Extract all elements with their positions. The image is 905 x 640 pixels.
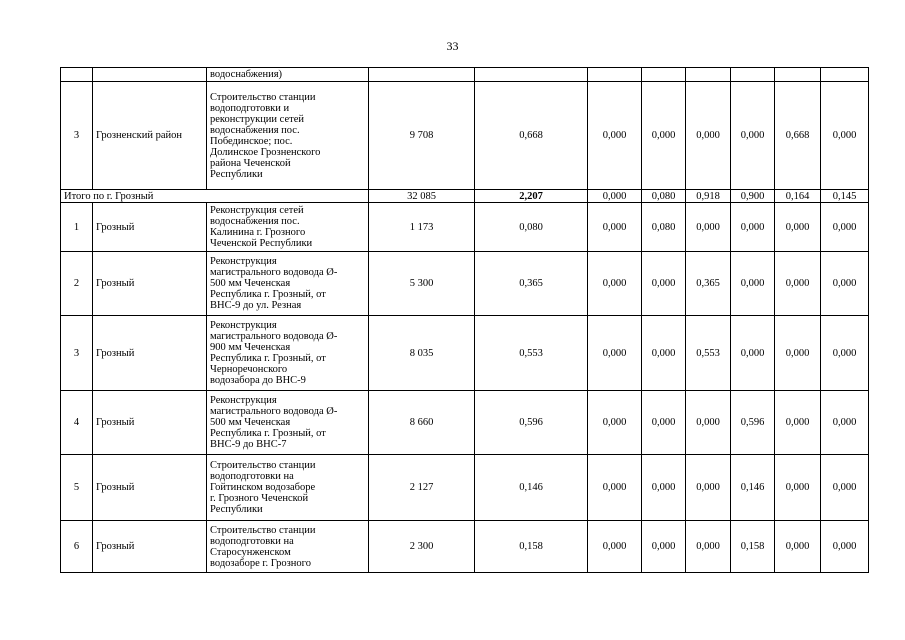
district-cell: Грозный [93, 252, 207, 316]
value-cell: 0,000 [731, 252, 775, 316]
total-value-cell: 0,080 [642, 190, 686, 203]
district-cell: Грозный [93, 521, 207, 573]
value-cell: 0,000 [731, 203, 775, 252]
value-cell: 2 300 [369, 521, 475, 573]
value-cell: 0,000 [775, 252, 821, 316]
table-row [61, 455, 869, 521]
value-cell: 0,000 [731, 316, 775, 391]
district-cell: Грозный [93, 455, 207, 521]
value-cell: 0,000 [686, 521, 731, 573]
table-row [61, 391, 869, 455]
value-cell: 0,000 [642, 455, 686, 521]
total-value-cell: 2,207 [475, 190, 588, 203]
value-cell: 0,553 [686, 316, 731, 391]
value-cell: 0,000 [686, 391, 731, 455]
row-number: 5 [61, 455, 93, 521]
value-cell: 0,000 [642, 82, 686, 190]
value-cell: 0,000 [686, 203, 731, 252]
page-number: 33 [446, 39, 459, 53]
row-number: 4 [61, 391, 93, 455]
total-value-cell: 0,900 [731, 190, 775, 203]
table-row [61, 82, 869, 190]
value-cell: 0,000 [821, 391, 869, 455]
value-cell: 0,000 [588, 455, 642, 521]
table-row [61, 316, 869, 391]
value-cell: 0,000 [642, 252, 686, 316]
value-cell: 0,080 [642, 203, 686, 252]
row-number: 3 [61, 316, 93, 391]
value-cell: 0,000 [642, 391, 686, 455]
table-row [61, 203, 869, 252]
value-cell: 5 300 [369, 252, 475, 316]
value-cell: 2 127 [369, 455, 475, 521]
total-value-cell: 0,918 [686, 190, 731, 203]
row-number: 3 [61, 82, 93, 190]
value-cell: 0,000 [588, 316, 642, 391]
value-cell: 0,000 [821, 252, 869, 316]
value-cell: 0,146 [475, 455, 588, 521]
value-cell: 0,000 [731, 82, 775, 190]
value-cell: 0,000 [821, 316, 869, 391]
value-cell: 0,000 [686, 82, 731, 190]
total-label: Итого по г. Грозный [61, 190, 369, 203]
value-cell: 0,000 [588, 252, 642, 316]
value-cell: 0,146 [731, 455, 775, 521]
value-cell: 0,596 [731, 391, 775, 455]
project-name-cell: Реконструкция магистрального водовода Ø- 500 мм Чеченская Республика г. Грозный, от ВНС-9 до ул. Резная [207, 252, 369, 316]
row-number: 1 [61, 203, 93, 252]
value-cell: 0,158 [475, 521, 588, 573]
value-cell: 1 173 [369, 203, 475, 252]
value-cell: 0,080 [475, 203, 588, 252]
value-cell: 0,668 [775, 82, 821, 190]
project-name-cell: Реконструкция магистрального водовода Ø- 900 мм Чеченская Республика г. Грозный, от Черноречонского водозабора до ВНС-9 [207, 316, 369, 391]
value-cell: 0,000 [821, 455, 869, 521]
investment-table [60, 67, 869, 573]
value-cell: 0,000 [642, 521, 686, 573]
value-cell: 0,000 [588, 521, 642, 573]
project-name-cell: Строительство станции водоподготовки на Гойтинском водозаборе г. Грозного Чеченской Республики [207, 455, 369, 521]
project-name-cell: Строительство станции водоподготовки и реконструкции сетей водоснабжения пос. Побединское; пос. Долинское Грозненского района Чеченской Республики [207, 82, 369, 190]
district-cell: Грозный [93, 391, 207, 455]
value-cell: 0,553 [475, 316, 588, 391]
total-value-cell: 0,164 [775, 190, 821, 203]
total-value-cell: 0,000 [588, 190, 642, 203]
value-cell: 0,365 [686, 252, 731, 316]
value-cell: 0,000 [821, 203, 869, 252]
value-cell: 0,668 [475, 82, 588, 190]
value-cell: 9 708 [369, 82, 475, 190]
district-cell: Грозный [93, 203, 207, 252]
total-row [61, 190, 869, 203]
value-cell: 0,000 [775, 391, 821, 455]
value-cell: 0,000 [775, 455, 821, 521]
district-cell: Грозненский район [93, 82, 207, 190]
value-cell: 0,000 [588, 203, 642, 252]
continuation-text: водоснабжения) [207, 68, 369, 82]
value-cell: 8 660 [369, 391, 475, 455]
continuation-row [61, 68, 869, 82]
project-name-cell: Строительство станции водоподготовки на Старосунженском водозаборе г. Грозного [207, 521, 369, 573]
value-cell: 0,365 [475, 252, 588, 316]
value-cell: 0,158 [731, 521, 775, 573]
table-row [61, 252, 869, 316]
table-body [61, 68, 869, 573]
value-cell: 0,000 [775, 203, 821, 252]
value-cell: 8 035 [369, 316, 475, 391]
total-value-cell: 32 085 [369, 190, 475, 203]
value-cell: 0,000 [775, 521, 821, 573]
value-cell: 0,000 [821, 82, 869, 190]
district-cell: Грозный [93, 316, 207, 391]
value-cell: 0,596 [475, 391, 588, 455]
total-value-cell: 0,145 [821, 190, 869, 203]
value-cell: 0,000 [821, 521, 869, 573]
value-cell: 0,000 [686, 455, 731, 521]
row-number: 6 [61, 521, 93, 573]
table-row [61, 521, 869, 573]
project-name-cell: Реконструкция магистрального водовода Ø- 500 мм Чеченская Республика г. Грозный, от ВНС-9 до ВНС-7 [207, 391, 369, 455]
project-name-cell: Реконструкция сетей водоснабжения пос. Калинина г. Грозного Чеченской Республики [207, 203, 369, 252]
value-cell: 0,000 [588, 391, 642, 455]
value-cell: 0,000 [588, 82, 642, 190]
value-cell: 0,000 [642, 316, 686, 391]
value-cell: 0,000 [775, 316, 821, 391]
row-number: 2 [61, 252, 93, 316]
